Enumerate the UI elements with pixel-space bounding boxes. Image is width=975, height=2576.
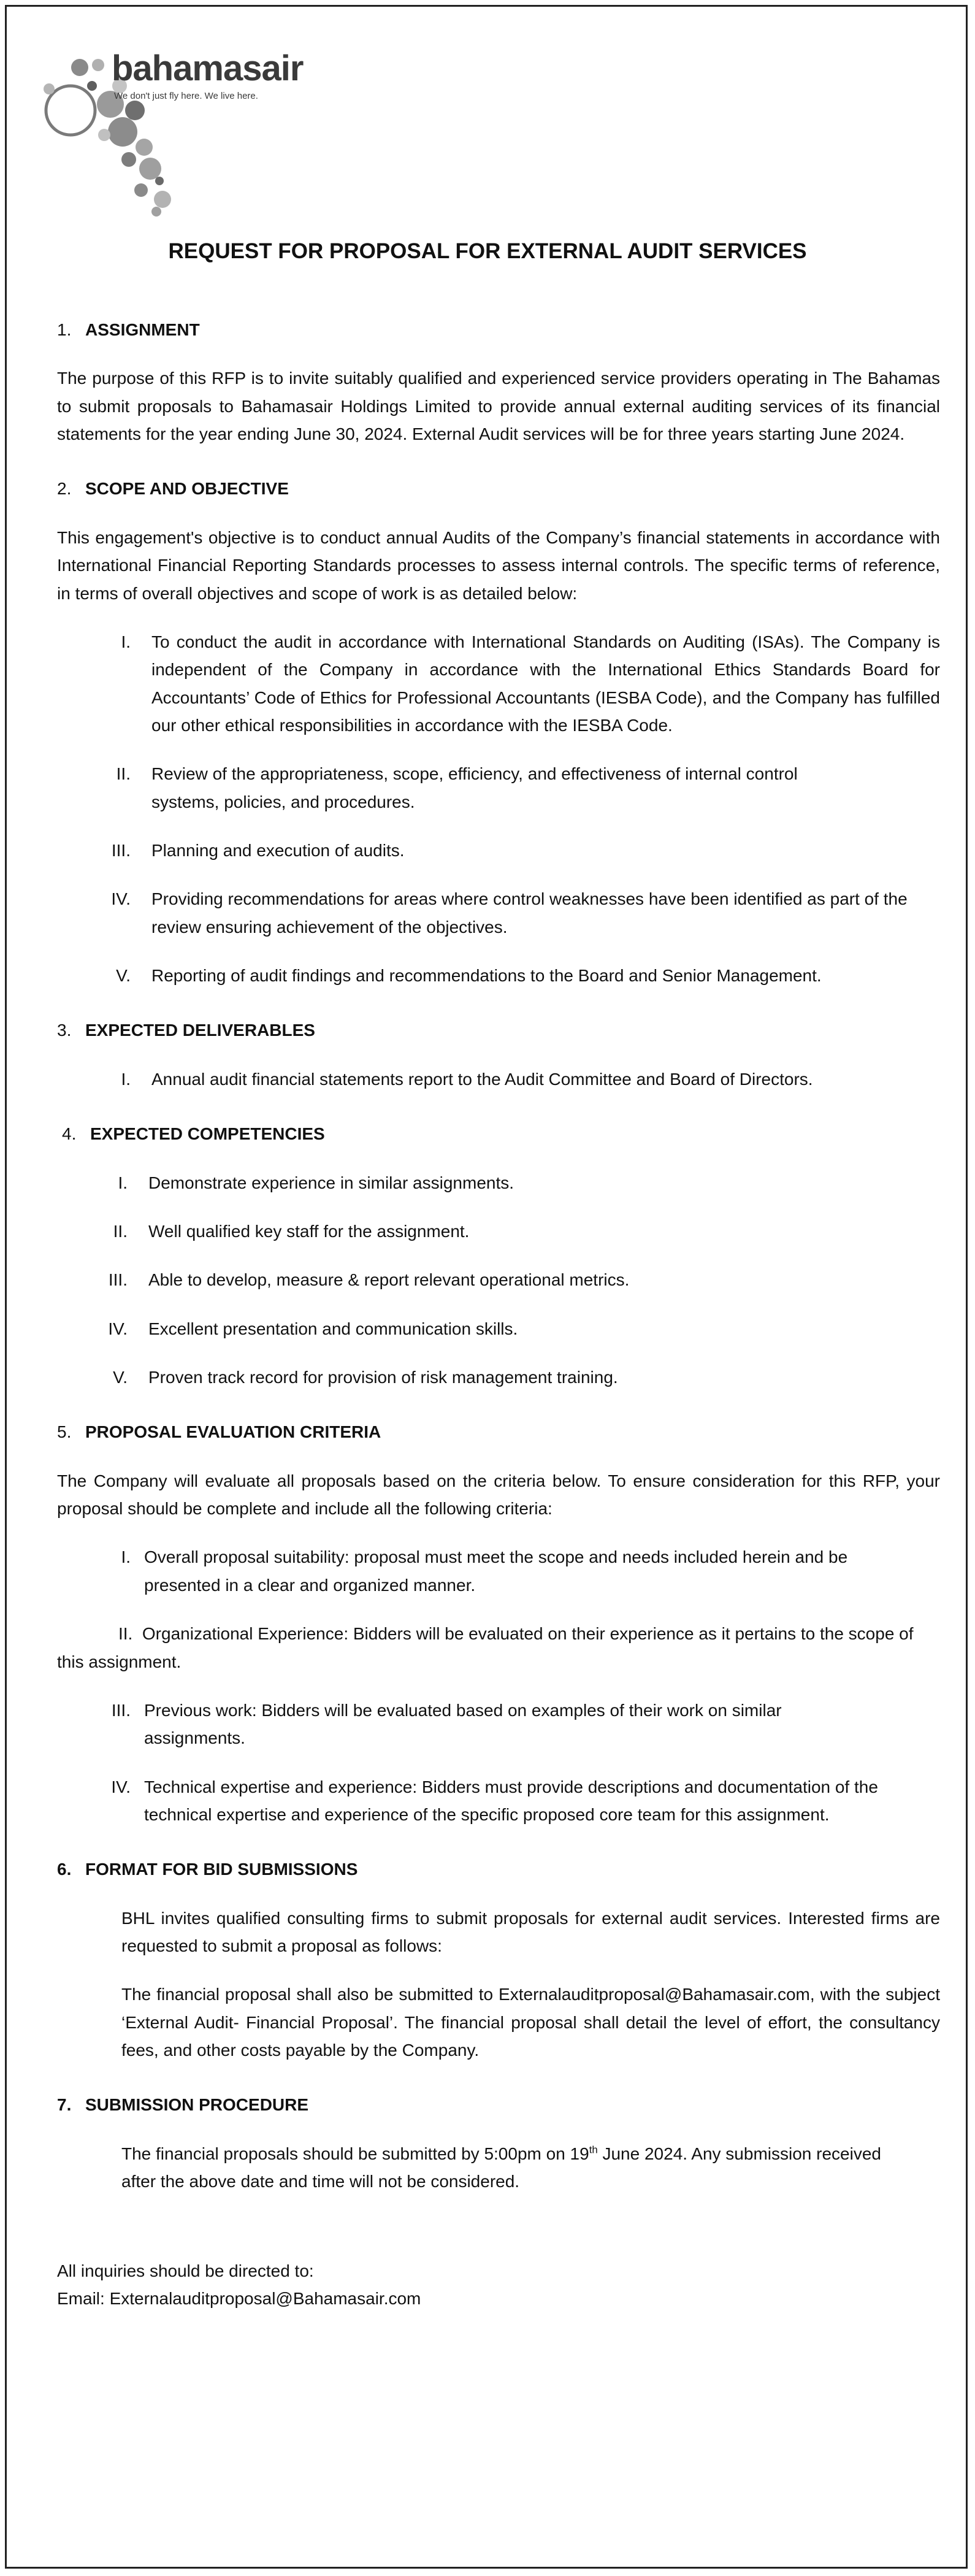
scope-item: IV. Providing recommendations for areas where control weaknesses have been identified as part of the review ensuring achievement of the objectives.	[111, 889, 908, 937]
footer-email: Email: Externalauditproposal@Bahamasair.com	[57, 2288, 421, 2308]
section-6-para-2: The financial proposal shall also be submitted to Externalauditproposal@Bahamasair.com, with the subject ‘External Audit- Financial Proposal’. The financial proposal shall detail the level of effort, the consultancy fees, and other costs payable by the Company.	[121, 1985, 940, 2060]
competency-item: II. Well qualified key staff for the assignment.	[113, 1221, 470, 1241]
section-6-para-1: BHL invites qualified consulting firms to submit proposals for external audit services. Interested firms are requested to submit a proposal as follows:	[121, 1908, 940, 1956]
section-1-body: The purpose of this RFP is to invite suitably qualified and experienced service providers operating in The Bahamas to submit proposals to Bahamasair Holdings Limited to provide annual external auditing services of its financial statements for the year ending June 30, 2024. External Audit services will be for three years starting June 2024.	[57, 369, 940, 444]
criteria-item: I. Overall proposal suitability: proposal must meet the scope and needs included herein and be presented in a clear and organized manner.	[121, 1547, 848, 1595]
section-3-heading: 3. EXPECTED DELIVERABLES	[57, 1021, 315, 1040]
competency-item: V. Proven track record for provision of risk management training.	[113, 1367, 618, 1387]
criteria-item: II. Organizational Experience: Bidders will be evaluated on their experience as it pertains to the scope of this assignment.	[57, 1624, 914, 1671]
document-title: REQUEST FOR PROPOSAL FOR EXTERNAL AUDIT SERVICES	[168, 239, 807, 263]
section-2-body: This engagement's objective is to conduct annual Audits of the Company’s financial statements in accordance with International Financial Reporting Standards processes to assess internal controls. The specific terms of reference, in terms of overall objectives and scope of work is as detailed below:	[57, 527, 940, 603]
document-body	[57, 316, 940, 2312]
section-1-heading: 1. ASSIGNMENT	[57, 320, 200, 339]
section-7-para: The financial proposals should be submitted by 5:00pm on 19th June 2024. Any submission received after the above date and time will not be considered.	[121, 2144, 881, 2191]
scope-item: I. To conduct the audit in accordance with International Standards on Auditing (ISAs). The Company is independent of the Company in accordance with the International Ethics Standards Board for Accountants’ Code of Ethics for Professional Accountants (IESBA Code), and the Company has fulfilled our other ethical responsibilities in accordance with the IESBA Code.	[121, 632, 940, 735]
section-2-heading: 2. SCOPE AND OBJECTIVE	[57, 479, 289, 499]
section-4-heading: 4. EXPECTED COMPETENCIES	[62, 1124, 325, 1144]
criteria-item: IV. Technical expertise and experience: Bidders must provide descriptions and documentation of the technical expertise and experience of the specific proposed core team for this assignment.	[111, 1777, 878, 1824]
scope-item: III. Planning and execution of audits.	[111, 841, 405, 861]
section-6-heading: 6. FORMAT FOR BID SUBMISSIONS	[57, 1860, 358, 1879]
brand-tagline: We don't just fly here. We live here.	[114, 91, 258, 101]
deliverable-item: I. Annual audit financial statements report to the Audit Committee and Board of Directors.	[121, 1069, 813, 1089]
section-5-body: The Company will evaluate all proposals based on the criteria below. To ensure consideration for this RFP, your proposal should be complete and include all the following criteria:	[57, 1471, 940, 1519]
scope-item: V. Reporting of audit findings and recommendations to the Board and Senior Management.	[116, 966, 822, 986]
section-7-heading: 7. SUBMISSION PROCEDURE	[57, 2095, 309, 2115]
brand-name: bahamasair	[112, 48, 304, 88]
footer-inquiries: All inquiries should be directed to:	[57, 2261, 314, 2280]
competency-item: IV. Excellent presentation and communication skills.	[108, 1319, 518, 1338]
criteria-item: III. Previous work: Bidders will be evaluated based on examples of their work on similar assignments.	[111, 1700, 782, 1748]
competency-item: I. Demonstrate experience in similar assignments.	[118, 1173, 514, 1192]
section-5-heading: 5. PROPOSAL EVALUATION CRITERIA	[57, 1422, 381, 1442]
competency-item: III. Able to develop, measure & report relevant operational metrics.	[108, 1270, 630, 1290]
scope-item: II. Review of the appropriateness, scope, efficiency, and effectiveness of internal control systems, policies, and procedures.	[116, 764, 798, 811]
